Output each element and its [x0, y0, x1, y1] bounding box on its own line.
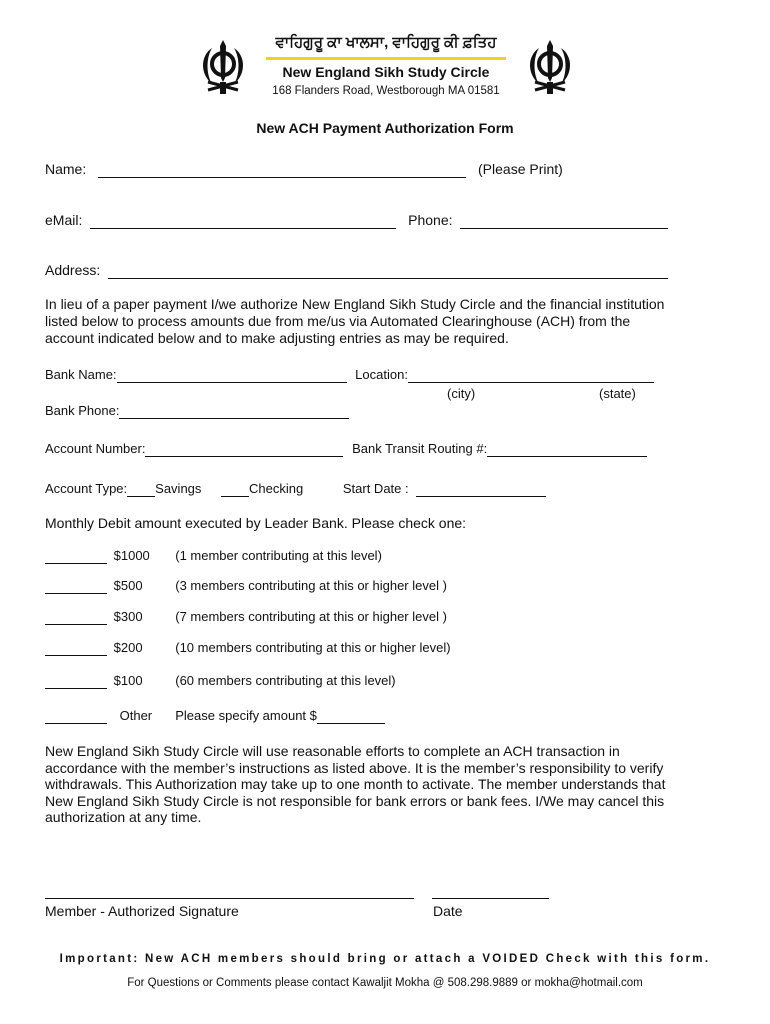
phone-label: Phone: [408, 212, 453, 228]
bank-phone-label: Bank Phone: [45, 403, 120, 418]
authorization-line: In lieu of a paper payment I/we authorize New England Sikh Study Circle and the financial institution [45, 296, 665, 312]
bank-name-label: Bank Name: [45, 367, 117, 382]
debit-option-row [45, 609, 447, 625]
debit-option-note: (10 members contributing at this or higher level) [175, 640, 451, 655]
authorization-line: account indicated below and to make adjusting entries as may be required. [45, 330, 509, 346]
terms-line: authorization at any time. [45, 809, 202, 825]
debit-option-checkbox[interactable] [45, 548, 107, 564]
account-type-label: Account Type: [45, 481, 128, 496]
terms-line: New England Sikh Study Circle will use reasonable efforts to complete an ACH transaction in [45, 743, 620, 759]
account-type-row [45, 481, 546, 497]
start-date-label: Start Date : [342, 481, 409, 496]
contact-info: For Questions or Comments please contact Kawaljit Mokha @ 508.298.9889 or mokha@hotmail.com [127, 977, 643, 989]
address-field[interactable] [108, 262, 668, 279]
address-row [45, 262, 668, 279]
state-label: (state) [599, 386, 636, 401]
name-note: (Please Print) [478, 161, 563, 177]
debit-option-row [45, 578, 447, 594]
other-amount-field[interactable] [317, 708, 385, 724]
terms-line: New England Sikh Study Circle is not responsible for bank errors or bank fees. I/We may cancel this [45, 792, 665, 809]
organization-address: 168 Flanders Road, Westborough MA 01581 [272, 85, 500, 97]
start-date-field[interactable] [416, 481, 546, 497]
debit-option-amount: $1000 [113, 548, 150, 563]
header-rule [266, 57, 506, 60]
account-number-label: Account Number: [45, 441, 146, 456]
terms-line: withdrawals. This Authorization may take up to one month to activate. The member understands that [45, 776, 666, 792]
debit-option-row [45, 548, 382, 564]
location-label: Location: [355, 367, 408, 382]
account-number-field[interactable] [145, 441, 343, 457]
date-label: Date [433, 903, 463, 919]
debit-option-checkbox[interactable] [45, 578, 107, 594]
routing-label: Bank Transit Routing #: [352, 441, 488, 456]
bank-name-row [45, 367, 654, 383]
signature-label: Member - Authorized Signature [45, 903, 239, 919]
bank-phone-row [45, 403, 349, 419]
savings-label: Savings [155, 481, 202, 496]
gurmukhi-greeting: ਵਾਹਿਗੁਰੂ ਕਾ ਖਾਲਸਾ, ਵਾਹਿਗੁਰੂ ਕੀ ਫ਼ਤਿਹ [275, 34, 497, 51]
checking-checkbox[interactable] [221, 481, 249, 497]
khanda-icon [198, 38, 248, 96]
name-row [45, 161, 563, 178]
email-field[interactable] [90, 212, 396, 229]
debit-option-amount: $200 [113, 640, 143, 655]
debit-option-note: (1 member contributing at this level) [175, 548, 382, 563]
debit-intro: Monthly Debit amount executed by Leader Bank. Please check one: [45, 515, 467, 531]
debit-option-row [45, 708, 385, 724]
debit-option-amount: $500 [113, 578, 143, 593]
debit-option-amount: $100 [113, 673, 143, 688]
debit-option-note: (60 members contributing at this level) [175, 673, 396, 688]
debit-option-checkbox[interactable] [45, 609, 107, 625]
debit-option-checkbox[interactable] [45, 640, 107, 656]
signature-line[interactable] [45, 898, 414, 899]
debit-option-amount: Other [119, 708, 153, 723]
phone-field[interactable] [460, 212, 668, 229]
routing-field[interactable] [487, 441, 647, 457]
debit-option-row [45, 673, 396, 689]
account-number-row [45, 441, 647, 457]
terms-line: accordance with the member’s instructions as listed above. It is the member’s responsibility to verify [45, 759, 664, 776]
checking-label: Checking [249, 481, 304, 496]
debit-option-amount: $300 [113, 609, 143, 624]
important-notice: Important: New ACH members should bring or attach a VOIDED Check with this form. [59, 953, 711, 965]
debit-option-note: (7 members contributing at this or higher level ) [175, 609, 447, 624]
debit-option-note: (3 members contributing at this or higher level ) [175, 578, 447, 593]
savings-checkbox[interactable] [127, 481, 155, 497]
bank-name-field[interactable] [117, 367, 347, 383]
organization-name: New England Sikh Study Circle [282, 64, 490, 80]
debit-option-checkbox[interactable] [45, 708, 107, 724]
address-label: Address: [45, 262, 101, 278]
name-label: Name: [45, 161, 87, 177]
debit-option-note: Please specify amount $ [175, 708, 317, 723]
email-row [45, 212, 668, 229]
authorization-text [45, 296, 664, 347]
location-field[interactable] [408, 367, 654, 383]
form-title: New ACH Payment Authorization Form [256, 120, 514, 136]
email-label: eMail: [45, 212, 83, 228]
debit-option-checkbox[interactable] [45, 673, 107, 689]
authorization-line: listed below to process amounts due from me/us via Automated Clearinghouse (ACH) from the [45, 313, 631, 329]
city-label: (city) [447, 386, 476, 401]
khanda-icon [525, 38, 575, 96]
bank-phone-field[interactable] [119, 403, 349, 419]
name-field[interactable] [98, 161, 466, 178]
terms-text [45, 743, 665, 826]
date-line[interactable] [432, 898, 549, 899]
debit-option-row [45, 640, 451, 656]
